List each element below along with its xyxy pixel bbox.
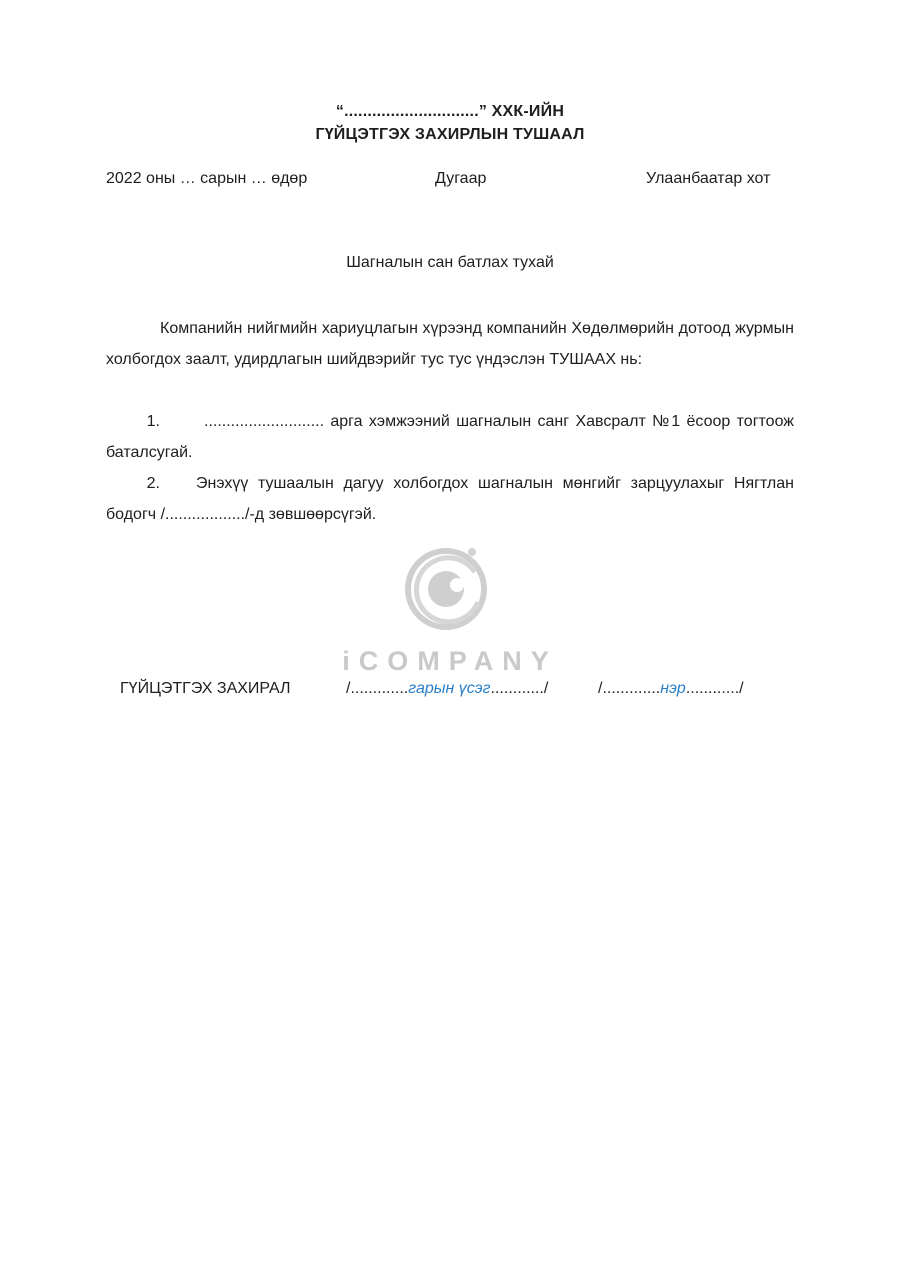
name-line (598, 680, 744, 698)
signature-hint: гарын үсэг (408, 680, 491, 697)
signature-dots-left: /............. (346, 680, 409, 697)
item-text: Энэхүү тушаалын дагуу холбогдох шагналын мөнгийг зарцуулахыг Нягтлан бодогч /................../-д зөвшөөрсүгэй. (106, 475, 794, 523)
company-logo-icon (330, 542, 570, 642)
item-number: 1. (146, 413, 160, 430)
item-text: ........................... арга хэмжээний шагналын санг Хавсралт №1 ёсоор тогтоож баталсугай. (106, 413, 794, 461)
name-dots-left: /............. (598, 680, 661, 697)
signature-title: ГҮЙЦЭТГЭХ ЗАХИРАЛ (120, 680, 291, 697)
item-number: 2. (146, 475, 160, 492)
order-city: Улаанбаатар хот (646, 170, 771, 187)
order-item-1 (106, 406, 794, 468)
intro-paragraph: Компанийн нийгмийн хариуцлагын хүрээнд компанийн Хөдөлмөрийн дотоод журмын холбогдох заалт, удирдлагын шийдвэрийг тус тус үндэслэн ТУШААХ нь: (106, 320, 794, 368)
watermark-text: iCOMPANY (342, 646, 558, 676)
name-hint: нэр (660, 680, 686, 697)
order-subject: Шагналын сан батлах тухай (346, 254, 554, 271)
name-dots-right: ............/ (685, 680, 744, 697)
signature-dots-right: ............/ (490, 680, 549, 697)
order-title-heading: ГҮЙЦЭТГЭХ ЗАХИРЛЫН ТУШААЛ (315, 126, 585, 143)
company-name-heading: “.............................” ХХК-ИЙН (335, 103, 565, 120)
watermark (330, 542, 570, 682)
signature-line (346, 680, 548, 698)
order-number-label: Дугаар (435, 170, 487, 187)
order-date: 2022 оны … сарын … өдөр (106, 170, 308, 187)
order-item-2 (106, 468, 794, 530)
